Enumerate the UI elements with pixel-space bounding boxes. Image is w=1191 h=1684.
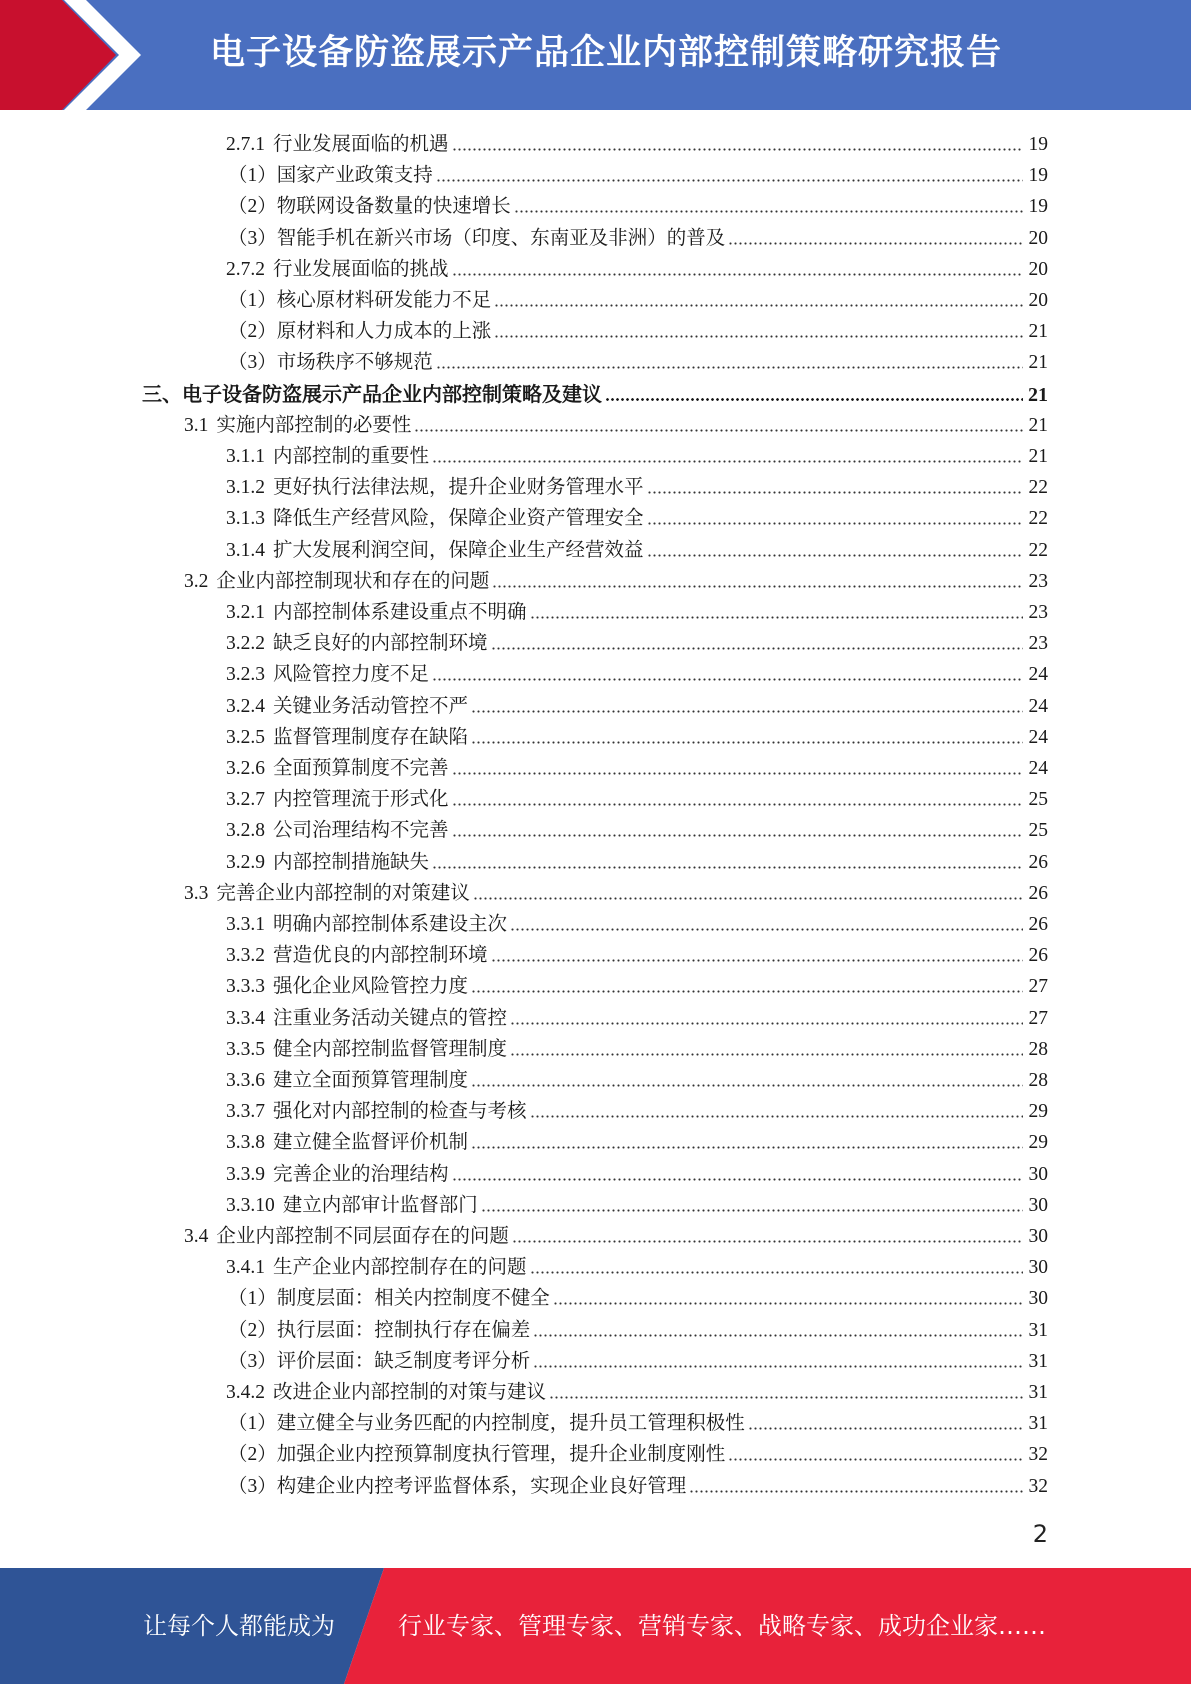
toc-dot-leader	[533, 1364, 1023, 1369]
toc-dot-leader	[728, 1457, 1023, 1462]
toc-entry-number: 3.3.2	[226, 945, 265, 967]
header-band	[0, 0, 1191, 110]
toc-entry-number: 3.3.9	[226, 1163, 265, 1185]
toc-dot-leader	[728, 241, 1023, 246]
toc-dot-leader	[491, 646, 1023, 651]
toc-dot-leader	[530, 615, 1023, 620]
toc-dot-leader	[494, 303, 1023, 308]
toc-dot-leader	[533, 1333, 1023, 1338]
toc-dot-leader	[436, 178, 1023, 183]
toc-entry-title: 企业内部控制不同层面存在的问题	[216, 1226, 509, 1247]
toc-dot-leader	[432, 459, 1023, 464]
toc-entry-page: 19	[1028, 196, 1048, 218]
toc-dot-leader	[471, 709, 1023, 714]
toc-dot-leader	[452, 1177, 1023, 1182]
toc-entry-title: （2）加强企业内控预算制度执行管理，提升企业制度刚性	[228, 1444, 726, 1466]
toc-entry-number: 3.3.5	[226, 1038, 265, 1060]
toc-entry-page: 27	[1028, 976, 1048, 998]
footer-band	[0, 1568, 1191, 1684]
toc-entry-number: 3.2.7	[226, 789, 265, 811]
toc-dot-leader	[452, 272, 1023, 277]
toc-entry-title: （1）国家产业政策支持	[228, 165, 433, 187]
toc-dot-leader	[514, 209, 1023, 214]
toc-entry[interactable]	[228, 1280, 1048, 1311]
toc-entry-title: 强化企业风险管控力度	[273, 976, 469, 998]
footer-slogan-right: 行业专家、管理专家、营销专家、战略专家、成功企业家……	[398, 1612, 1046, 1640]
toc-entry-page: 26	[1028, 945, 1048, 967]
footer-slogan-left: 让每个人都能成为	[143, 1612, 335, 1640]
toc-dot-leader	[553, 1301, 1023, 1306]
toc-entry-page: 21	[1028, 383, 1048, 406]
toc-entry[interactable]	[142, 376, 1048, 407]
toc-entry-number: 3.4.2	[226, 1382, 265, 1403]
toc-entry-title: 营造优良的内部控制环境	[273, 945, 488, 967]
toc-dot-leader	[452, 833, 1023, 838]
toc-entry-title: 行业发展面临的挑战	[273, 258, 449, 280]
toc-dot-leader	[473, 896, 1023, 901]
toc-entry-page: 20	[1028, 290, 1048, 311]
toc-dot-leader	[432, 677, 1023, 682]
toc-entry-number: 3.3.10	[226, 1194, 275, 1216]
toc-entry-page: 25	[1028, 789, 1048, 811]
toc-entry-page: 20	[1028, 227, 1048, 249]
toc-dot-leader	[647, 490, 1023, 495]
page-number: 2	[1032, 1520, 1048, 1548]
header-chevron-logo	[0, 0, 160, 110]
toc-entry-title: （3）市场秩序不够规范	[228, 352, 433, 374]
toc-entry[interactable]	[226, 1093, 1048, 1124]
toc-entry[interactable]	[226, 1062, 1048, 1093]
toc-entry-page: 22	[1028, 508, 1048, 530]
toc-entry-page: 31	[1028, 1413, 1048, 1435]
toc-entry-number: 3.3.6	[226, 1070, 265, 1091]
toc-entry-page: 21	[1028, 414, 1048, 436]
toc-entry[interactable]	[226, 1187, 1048, 1218]
toc-entry-page: 31	[1028, 1382, 1048, 1403]
toc-dot-leader	[481, 1208, 1023, 1213]
toc-entry-title: 风险管控力度不足	[273, 664, 430, 686]
toc-entry[interactable]	[226, 625, 1048, 656]
toc-entry-title: （3）构建企业内控考评监督体系，实现企业良好管理	[228, 1475, 687, 1497]
toc-entry-title: 改进企业内部控制的对策与建议	[273, 1382, 547, 1403]
toc-entry[interactable]	[226, 1000, 1048, 1031]
toc-entry[interactable]	[228, 344, 1048, 375]
report-title: 电子设备防盗展示产品企业内部控制策略研究报告	[210, 33, 1003, 73]
toc-dot-leader	[748, 1426, 1023, 1431]
toc-entry[interactable]	[226, 438, 1048, 469]
toc-entry-number: 3.4.1	[226, 1257, 265, 1279]
toc-entry-title: 内部控制体系建设重点不明确	[273, 602, 527, 623]
toc-entry-page: 21	[1028, 446, 1048, 467]
toc-dot-leader	[492, 584, 1023, 589]
toc-entry-title: 企业内部控制现状和存在的问题	[216, 570, 490, 592]
toc-entry-title: 实施内部控制的必要性	[216, 414, 412, 436]
toc-entry-page: 31	[1028, 1319, 1048, 1341]
toc-entry-number: 3.3.1	[226, 914, 265, 935]
toc-entry-page: 19	[1028, 165, 1048, 187]
toc-entry-number: 3.2.4	[226, 695, 265, 717]
toc-entry[interactable]	[228, 1468, 1048, 1499]
toc-entry-number: 2.7.1	[226, 134, 265, 155]
toc-entry-title: 完善企业内部控制的对策建议	[216, 882, 470, 904]
toc-entry-page: 24	[1028, 726, 1048, 748]
toc-dot-leader	[471, 740, 1023, 745]
toc-entry-number: 3.2.9	[226, 851, 265, 873]
toc-dot-leader	[549, 1395, 1023, 1400]
toc-entry-number: 3.1.3	[226, 508, 265, 530]
toc-entry[interactable]	[226, 906, 1048, 937]
toc-entry-title: 明确内部控制体系建设主次	[273, 914, 508, 935]
toc-entry-title: （3）评价层面：缺乏制度考评分析	[228, 1350, 531, 1372]
toc-entry-page: 30	[1028, 1194, 1048, 1216]
toc-dot-leader	[471, 1145, 1023, 1150]
toc-entry[interactable]	[184, 563, 1048, 594]
toc-entry[interactable]	[228, 188, 1048, 219]
toc-entry[interactable]	[228, 282, 1048, 313]
toc-entry[interactable]	[226, 968, 1048, 999]
toc-entry-page: 23	[1028, 633, 1048, 655]
toc-entry[interactable]	[226, 1031, 1048, 1062]
toc-entry[interactable]	[226, 251, 1048, 282]
toc-entry-title: 全面预算制度不完善	[273, 758, 449, 779]
toc-entry-page: 31	[1028, 1350, 1048, 1372]
toc-entry-title: 扩大发展利润空间，保障企业生产经营效益	[273, 539, 644, 561]
toc-entry-page: 21	[1028, 352, 1048, 374]
toc-entry-title: （1）核心原材料研发能力不足	[228, 290, 492, 311]
toc-entry[interactable]	[184, 1218, 1048, 1249]
toc-entry-title: 注重业务活动关键点的管控	[273, 1007, 508, 1029]
toc-dot-leader	[452, 802, 1023, 807]
toc-entry-number: 3.4	[184, 1226, 209, 1247]
toc-entry-page: 24	[1028, 695, 1048, 717]
toc-entry-number: 3.2.8	[226, 820, 265, 842]
toc-entry[interactable]	[228, 313, 1048, 344]
toc-entry[interactable]	[184, 407, 1048, 438]
toc-entry[interactable]	[226, 1374, 1048, 1405]
toc-dot-leader	[689, 1489, 1023, 1494]
toc-entry[interactable]	[226, 937, 1048, 968]
toc-entry-page: 27	[1028, 1007, 1048, 1029]
toc-entry-number: 2.7.2	[226, 258, 265, 280]
toc-entry-number: 3.3.7	[226, 1101, 265, 1123]
toc-entry-page: 29	[1028, 1101, 1048, 1123]
toc-entry-title: （1）制度层面：相关内控制度不健全	[228, 1288, 550, 1310]
toc-entry[interactable]	[228, 1436, 1048, 1467]
toc-entry-number: 3.2.2	[226, 633, 265, 655]
toc-dot-leader	[471, 1083, 1023, 1088]
toc-entry-title: 内部控制措施缺失	[273, 851, 430, 873]
toc-entry-page: 25	[1028, 820, 1048, 842]
toc-entry-number: 3.1	[184, 414, 209, 436]
toc-entry[interactable]	[226, 1124, 1048, 1155]
toc-entry-title: （2）物联网设备数量的快速增长	[228, 196, 511, 218]
toc-entry-title: 更好执行法律法规，提升企业财务管理水平	[273, 477, 644, 499]
toc-entry-title: （2）原材料和人力成本的上涨	[228, 321, 492, 343]
toc-dot-leader	[414, 428, 1023, 433]
toc-entry-page: 32	[1028, 1444, 1048, 1466]
toc-entry-page: 26	[1028, 914, 1048, 935]
toc-entry[interactable]	[226, 719, 1048, 750]
toc-dot-leader	[647, 521, 1023, 526]
toc-entry-page: 23	[1028, 570, 1048, 592]
toc-entry[interactable]	[226, 1156, 1048, 1187]
toc-entry[interactable]	[226, 688, 1048, 719]
toc-entry-page: 24	[1028, 758, 1048, 779]
toc-entry-page: 20	[1028, 258, 1048, 280]
toc-entry[interactable]	[184, 875, 1048, 906]
toc-dot-leader	[471, 989, 1023, 994]
toc-entry[interactable]	[228, 157, 1048, 188]
toc-entry-page: 28	[1028, 1038, 1048, 1060]
toc-entry-title: 建立健全监督评价机制	[273, 1132, 469, 1154]
toc-entry-page: 29	[1028, 1132, 1048, 1154]
toc-dot-leader	[510, 927, 1023, 932]
toc-entry-page: 21	[1028, 321, 1048, 343]
toc-entry-page: 32	[1028, 1475, 1048, 1497]
toc-entry-number: 3.1.4	[226, 539, 265, 561]
toc-entry-page: 19	[1028, 134, 1048, 155]
toc-dot-leader	[510, 1052, 1023, 1057]
toc-entry-page: 30	[1028, 1288, 1048, 1310]
toc-entry-title: 内部控制的重要性	[273, 446, 430, 467]
toc-entry-page: 22	[1028, 539, 1048, 561]
toc-entry-number: 3.2.6	[226, 758, 265, 779]
toc-entry-page: 30	[1028, 1226, 1048, 1247]
toc-entry-number: 3.2	[184, 570, 209, 592]
toc-entry-title: （1）建立健全与业务匹配的内控制度，提升员工管理积极性	[228, 1413, 745, 1435]
toc-entry[interactable]	[226, 532, 1048, 563]
toc-entry[interactable]	[226, 781, 1048, 812]
toc-entry-number: 3.2.3	[226, 664, 265, 686]
toc-entry-page: 23	[1028, 602, 1048, 623]
toc-entry-title: 健全内部控制监督管理制度	[273, 1038, 508, 1060]
toc-entry[interactable]	[228, 1343, 1048, 1374]
toc-entry-page: 24	[1028, 664, 1048, 686]
toc-entry[interactable]	[226, 469, 1048, 500]
toc-dot-leader	[605, 397, 1023, 402]
toc-dot-leader	[436, 365, 1023, 370]
toc-entry-title: 关键业务活动管控不严	[273, 695, 469, 717]
toc-entry-title: 降低生产经营风险，保障企业资产管理安全	[273, 508, 644, 530]
toc-dot-leader	[530, 1270, 1023, 1275]
toc-dot-leader	[647, 553, 1023, 558]
toc-dot-leader	[452, 771, 1023, 776]
toc-entry-title: 缺乏良好的内部控制环境	[273, 633, 488, 655]
toc-entry[interactable]	[226, 750, 1048, 781]
toc-entry-page: 30	[1028, 1163, 1048, 1185]
toc-entry-page: 30	[1028, 1257, 1048, 1279]
toc-entry-number: 3.2.5	[226, 726, 265, 748]
toc-entry-title: 公司治理结构不完善	[273, 820, 449, 842]
toc-entry-number: 3.2.1	[226, 602, 265, 623]
toc-entry[interactable]	[228, 1405, 1048, 1436]
toc-entry[interactable]	[226, 1249, 1048, 1280]
toc-dot-leader	[494, 334, 1023, 339]
toc-dot-leader	[452, 147, 1023, 152]
toc-entry[interactable]	[226, 656, 1048, 687]
toc-entry-number: 3.3	[184, 882, 209, 904]
toc-entry-title: 内控管理流于形式化	[273, 789, 449, 811]
toc-entry[interactable]	[226, 500, 1048, 531]
toc-entry-title: 生产企业内部控制存在的问题	[273, 1257, 527, 1279]
toc-entry-number: 3.3.3	[226, 976, 265, 998]
toc-entry-title: 建立内部审计监督部门	[282, 1194, 478, 1216]
toc-entry-title: 建立全面预算管理制度	[273, 1070, 469, 1091]
toc-dot-leader	[530, 1114, 1023, 1119]
toc-entry-number: 3.3.8	[226, 1132, 265, 1154]
toc-entry[interactable]	[226, 126, 1048, 157]
toc-entry-title: 监督管理制度存在缺陷	[273, 726, 469, 748]
toc-entry[interactable]	[228, 220, 1048, 251]
toc-dot-leader	[432, 865, 1023, 870]
toc-dot-leader	[512, 1239, 1023, 1244]
toc-entry-title: 行业发展面临的机遇	[273, 134, 449, 155]
toc-entry[interactable]	[226, 844, 1048, 875]
toc-entry-number: 3.3.4	[226, 1007, 265, 1029]
toc-entry-title: （2）执行层面：控制执行存在偏差	[228, 1319, 531, 1341]
toc-entry[interactable]	[228, 1312, 1048, 1343]
toc-entry-page: 26	[1028, 851, 1048, 873]
toc-entry-number: 3.1.1	[226, 446, 265, 467]
toc-entry[interactable]	[226, 812, 1048, 843]
toc-entry-page: 26	[1028, 882, 1048, 904]
toc-dot-leader	[491, 958, 1023, 963]
toc-entry-title: 三、电子设备防盗展示产品企业内部控制策略及建议	[142, 383, 602, 406]
toc-entry[interactable]	[226, 594, 1048, 625]
toc-entry-title: （3）智能手机在新兴市场（印度、东南亚及非洲）的普及	[228, 227, 726, 249]
toc-dot-leader	[510, 1021, 1023, 1026]
toc-entry-title: 强化对内部控制的检查与考核	[273, 1101, 527, 1123]
toc-entry-page: 22	[1028, 477, 1048, 499]
toc-entry-title: 完善企业的治理结构	[273, 1163, 449, 1185]
toc-entry-number: 3.1.2	[226, 477, 265, 499]
toc-entry-page: 28	[1028, 1070, 1048, 1091]
